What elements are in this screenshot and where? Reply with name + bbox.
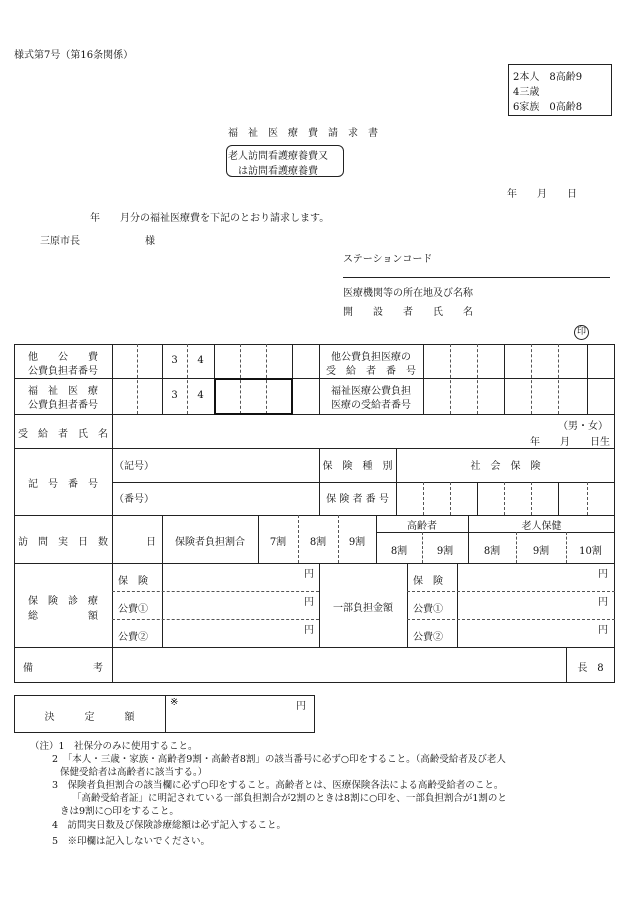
decision-label: 決 定 額 [44,712,135,723]
addressee-city: 三原市長 [40,236,80,247]
decision-mark: ※ [170,697,179,708]
recipient-name-label: 受 給 者 氏 名 [18,429,108,440]
total-insurance-yen: 円 [304,569,314,580]
welfare-payer-label-1: 福 祉 医 療 [28,386,98,397]
request-sentence: 年 月分の福祉医療費を下記のとおり請求します。 [90,213,330,224]
insurance-type-value: 社 会 保 険 [470,461,541,472]
birth-date-field[interactable]: 年 月 日生 [530,437,610,448]
code-line-3: 6家族 0高齢8 [513,102,583,113]
insurance-type-label: 保 険 種 別 [322,461,393,472]
code-line-2: 4三歳 [513,87,540,98]
total-public2-label: 公費② [118,632,148,643]
burden-ratio-label: 保険者負担割合 [175,537,245,548]
welfare-recipient-label-1: 福祉医療公費負担 [331,386,411,397]
number-field-label: （番号） [114,494,154,505]
visit-days-label: 訪 問 実 日 数 [18,537,108,548]
remarks-label: 備 考 [23,663,103,674]
note-1: （注）1 社保分のみに使用すること。 [30,741,198,752]
other-payer-label-2: 公費負担者番号 [28,366,98,377]
partial-public2-yen: 円 [598,625,608,636]
page-title: 福 祉 医 療 費 請 求 書 [228,128,378,139]
subtitle-line-1: 老人訪問看護療養費又 [228,151,328,162]
note-3-cont-2: きは9割に○印をすること。 [60,806,179,817]
insurance-total-label-1: 保 険 診 療 [28,596,98,607]
other-payer-digit-4: 4 [197,355,204,366]
welfare-payer-digit-4: 4 [197,390,204,401]
ratio-9[interactable]: 9割 [348,537,366,548]
station-code-label: ステーションコード [343,254,433,265]
code-line-1: 2本人 8高齢9 [513,72,583,83]
note-2: 2 「本人・三歳・家族・高齢者9割・高齢者8割」の該当番号に必ず○印をすること。（高齢受給者及び老人 [52,754,506,765]
other-payer-digit-3: 3 [171,355,178,366]
note-3-cont-1: 「高齢受給者証」に明記されている一部負担割合が2割のときは8割に○印を、一部負担割合が1割のと [72,793,507,804]
insurance-total-label-2: 総 額 [28,611,98,622]
partial-public2-label: 公費② [413,632,443,643]
note-5: 5 ※印欄は記入しないでください。 [52,836,211,847]
welfare-payer-entry-box[interactable] [214,378,293,415]
other-recipient-label-1: 他公費負担医療の [331,352,411,363]
elderly-care-9[interactable]: 9割 [532,546,550,557]
partial-burden-label: 一部負担金額 [333,603,393,614]
decision-yen: 円 [296,701,306,712]
welfare-payer-digit-3: 3 [171,390,178,401]
elderly-care-10[interactable]: 10割 [579,546,602,557]
chief-code: 長 8 [577,663,604,674]
elderly-care-8[interactable]: 8割 [483,546,501,557]
welfare-payer-label-2: 公費負担者番号 [28,400,98,411]
note-4: 4 訪問実日数及び保険診療総額は必ず記入すること。 [52,820,287,831]
elderly-label: 高齢者 [407,521,437,532]
total-insurance-label: 保 険 [118,576,148,587]
total-public2-yen: 円 [304,625,314,636]
welfare-recipient-label-2: 医療の受給者番号 [331,400,411,411]
form-number: 様式第7号（第16条関係） [14,50,134,61]
insurer-number-label: 保 険 者 番 号 [326,494,389,505]
total-public1-yen: 円 [304,597,314,608]
other-payer-label-1: 他 公 費 [28,352,98,363]
symbol-field-label: （記号） [114,461,154,472]
partial-public1-label: 公費① [413,604,443,615]
note-2-cont: 保健受給者は高齢者に該当する。） [60,767,208,778]
subtitle-line-2: は訪問看護療養費 [238,166,318,177]
elderly-9[interactable]: 9割 [436,546,454,557]
total-public1-label: 公費① [118,604,148,615]
gender-field[interactable]: （男・女） [558,421,608,432]
founder-label: 開 設 者 氏 名 [343,307,473,318]
seal-icon: 印 [574,325,589,340]
partial-insurance-label: 保 険 [413,576,443,587]
other-recipient-label-2: 受 給 者 番 号 [326,366,416,377]
institution-label: 医療機関等の所在地及び名称 [343,288,473,299]
visit-days-unit: 日 [146,537,156,548]
date-line: 年 月 日 [507,189,577,200]
addressee-honorific: 様 [145,236,155,247]
partial-public1-yen: 円 [598,597,608,608]
note-3: 3 保険者負担割合の該当欄に必ず○印をすること。高齢者とは、医療保険各法による高齢受給者のこと。 [52,780,504,791]
partial-insurance-yen: 円 [598,569,608,580]
elderly-care-label: 老人保健 [521,521,562,532]
symbol-number-label: 記 号 番 号 [28,479,98,490]
ratio-8[interactable]: 8割 [309,537,327,548]
ratio-7[interactable]: 7割 [269,537,287,548]
elderly-8[interactable]: 8割 [390,546,408,557]
